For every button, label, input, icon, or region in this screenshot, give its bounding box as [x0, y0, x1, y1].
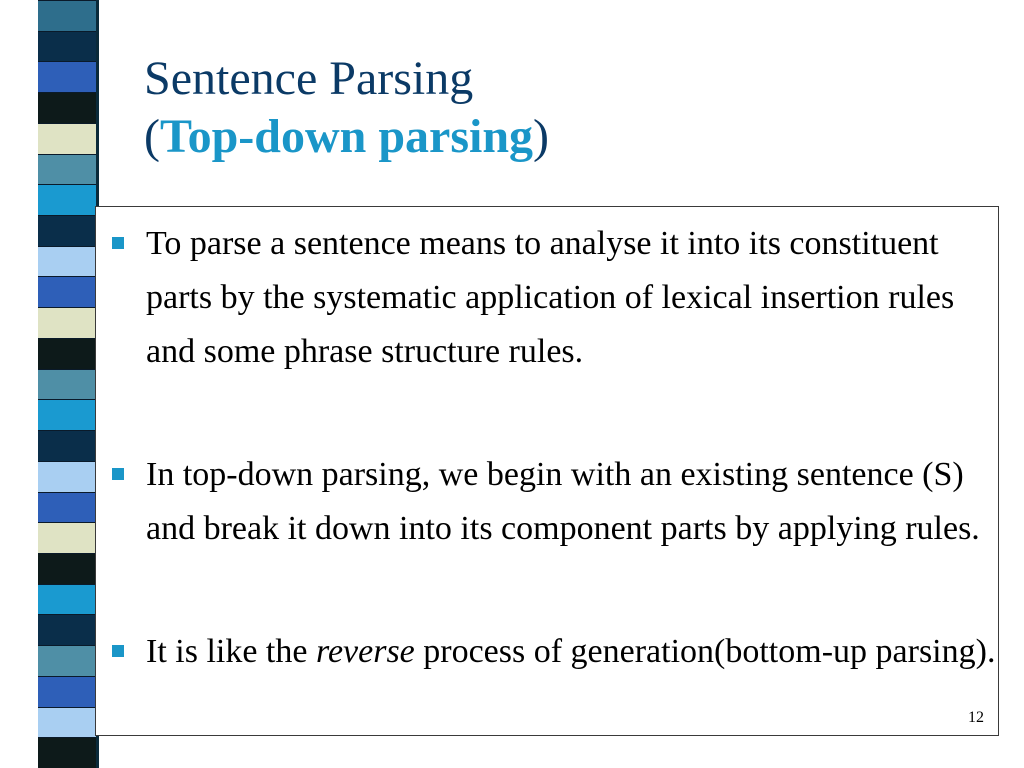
square-bullet-icon — [112, 237, 124, 249]
bullet-text: In top-down parsing, we begin with an existing sentence (S) and break it down into its component parts by applying rules. — [146, 456, 980, 547]
bullet-text-emphasis: reverse — [315, 633, 415, 670]
stripe-segment — [38, 307, 96, 338]
stripe-segment — [38, 61, 96, 92]
bullet-text-pre: It is like the — [146, 633, 316, 670]
stripe-segment — [38, 430, 96, 461]
title-close-paren: ) — [533, 110, 550, 163]
title-open-paren: ( — [144, 110, 160, 163]
bullet-item — [146, 625, 996, 679]
stripe-segment — [38, 461, 96, 492]
stripe-segment — [38, 276, 96, 307]
stripe-segment — [38, 737, 96, 768]
content-box — [95, 206, 999, 736]
stripe-segment — [38, 154, 96, 185]
stripe-segment — [38, 31, 96, 62]
square-bullet-icon — [112, 468, 124, 480]
stripe-segment — [38, 399, 96, 430]
stripe-segment — [38, 676, 96, 707]
stripe-segment — [38, 707, 96, 738]
stripe-segment — [38, 123, 96, 154]
stripe-segment — [38, 184, 96, 215]
page-number: 12 — [968, 709, 984, 726]
stripe-segment — [38, 614, 96, 645]
bullet-text-post: process of generation(bottom-up parsing). — [414, 633, 996, 670]
title-line-1: Sentence Parsing — [144, 52, 474, 105]
title-accent-text: Top-down parsing — [159, 110, 534, 163]
square-bullet-icon — [112, 645, 124, 657]
slide-title — [144, 50, 549, 166]
stripe-segment — [38, 338, 96, 369]
stripe-segment — [38, 584, 96, 615]
stripe-segment — [38, 645, 96, 676]
bullet-item — [146, 217, 996, 379]
decorative-stripe-bar — [38, 0, 96, 768]
bullet-text: To parse a sentence means to analyse it into its constituent parts by the systematic application of lexical insertion rules and some phrase structure rules. — [146, 225, 955, 370]
stripe-segment — [38, 92, 96, 123]
title-line-2 — [144, 108, 549, 166]
stripe-segment — [38, 369, 96, 400]
stripe-segment — [38, 492, 96, 523]
bullet-item — [146, 448, 996, 556]
stripe-segment — [38, 522, 96, 553]
stripe-segment — [38, 553, 96, 584]
stripe-segment — [38, 215, 96, 246]
stripe-segment — [38, 0, 96, 31]
stripe-segment — [38, 246, 96, 277]
